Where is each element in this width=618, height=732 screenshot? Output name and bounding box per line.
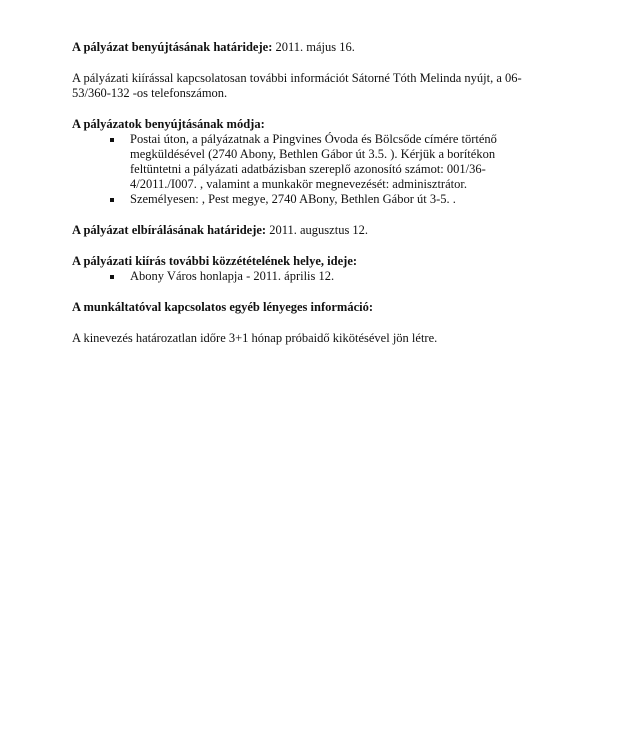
bullet-icon [110, 275, 114, 279]
list-item [72, 192, 556, 207]
list-item [72, 269, 556, 284]
bullet-icon [110, 138, 114, 142]
document-page [72, 40, 556, 346]
contact-info-line-1: A pályázati kiírással kapcsolatosan további információt Sátorné Tóth Melinda nyújt, a 06- [72, 71, 522, 85]
publication-heading: A pályázati kiírás további közzétételének helye, ideje: [72, 254, 358, 268]
employer-info-heading: A munkáltatóval kapcsolatos egyéb lényeges információ: [72, 300, 374, 314]
submission-deadline [72, 40, 556, 55]
evaluation-deadline [72, 223, 556, 238]
publication-section [72, 254, 556, 284]
bullet-icon [110, 198, 114, 202]
evaluation-deadline-value: 2011. augusztus 12. [266, 223, 369, 237]
contact-info [72, 71, 556, 101]
list-item-line: feltüntetni a pályázati adatbázisban szereplő azonosító számot: 001/36- [130, 162, 486, 176]
submission-mode-heading: A pályázatok benyújtásának módja: [72, 117, 265, 131]
publication-list [72, 269, 556, 284]
list-item-line: Postai úton, a pályázatnak a Pingvines Óvoda és Bölcsőde címére történő [130, 132, 497, 146]
submission-deadline-label: A pályázat benyújtásának határideje: [72, 40, 273, 54]
list-item-line: Személyesen: , Pest megye, 2740 ABony, Bethlen Gábor út 3-5. . [130, 192, 456, 206]
list-item-line: megküldésével (2740 Abony, Bethlen Gábor út 3.5. ). Kérjük a borítékon [130, 147, 496, 161]
employer-info-text: A kinevezés határozatlan időre 3+1 hónap próbaidő kikötésével jön létre. [72, 331, 438, 345]
contact-info-line-2: 53/360-132 -os telefonszámon. [72, 86, 228, 100]
submission-mode-section [72, 117, 556, 207]
list-item [72, 132, 556, 192]
submission-mode-list [72, 132, 556, 207]
submission-deadline-value: 2011. május 16. [272, 40, 355, 54]
evaluation-deadline-label: A pályázat elbírálásának határideje: [72, 223, 267, 237]
list-item-line: Abony Város honlapja - 2011. április 12. [130, 269, 335, 283]
list-item-line: 4/2011./I007. , valamint a munkakör megnevezését: adminisztrátor. [130, 177, 467, 191]
